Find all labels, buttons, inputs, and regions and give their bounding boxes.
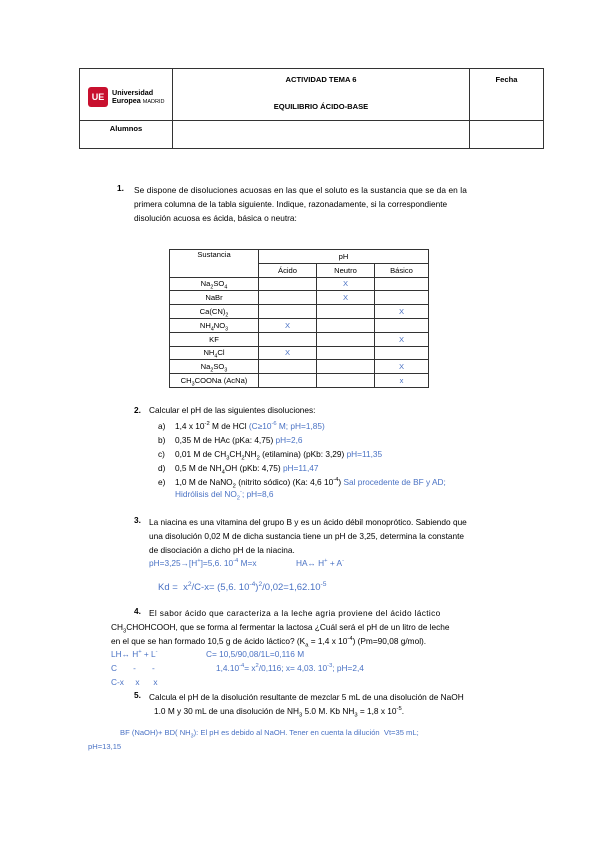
q5-answer-1: BF (NaOH)+ BD( $NH_3$): El pH es debido al NaOH. Tener en cuenta la dilución Vt=35 mL; (120, 728, 419, 740)
acid-cell (259, 374, 317, 388)
neutral-cell (317, 360, 375, 374)
substance-cell: NaBr (170, 291, 259, 305)
substance-cell: KF (170, 332, 259, 346)
basic-cell: X (375, 332, 429, 346)
students-label: Alumnos (109, 123, 143, 133)
item-answer: ($C\ge 10^{-6}$ M; pH=1,85) (248, 421, 325, 431)
item-label: a) (158, 421, 166, 431)
item-text: 0,5 M de $NH_4OH$ (pKb: 4,75) (175, 463, 281, 476)
activity-title: ACTIVIDAD TEMA 6 (285, 75, 357, 84)
q5-text: Calcula el pH de la disolución resultante de mezclar 5 mL de una disolución de NaOH 1.0 M y 30 mL de una disolución de $NH_3$ 5.0 M. Kb $NH_3 = 1,8$ x $10^{-5}$. (149, 692, 464, 719)
item-label: e) (158, 477, 166, 487)
table-row (170, 291, 429, 305)
topic-title: EQUILIBRIO ÁCIDO-BASE (273, 102, 369, 111)
date-cell[interactable] (470, 69, 544, 121)
q4-answer-5: C-x x x (111, 677, 158, 687)
item-answer: Sal procedente de BF y AD; (343, 477, 446, 487)
item-text: 0,01 M de $CH_3CH_2NH_2$ (etilamina) (pKb: 3,29) (175, 449, 345, 462)
basic-cell (375, 346, 429, 360)
substance-cell: $Na_2SO_3$ (170, 360, 259, 374)
list-item (158, 447, 446, 461)
neutral-cell: X (317, 277, 375, 291)
acid-cell (259, 360, 317, 374)
acid-cell (259, 305, 317, 319)
neutral-cell (317, 332, 375, 346)
q3-answer-2: HA↔ H+ + A- (296, 558, 344, 568)
list-item (158, 475, 446, 489)
neutral-cell: X (317, 291, 375, 305)
list-item (158, 419, 446, 433)
item-label: b) (158, 435, 166, 445)
university-logo (88, 87, 172, 107)
q3-answer-1: pH=3,25→[H+]=5,6. $10^{-4}$ M=x (149, 558, 257, 568)
item-text: 1,0 M de NaNO$_2$ (nitrito sódico) (Ka: 4,6 $10^{-4}$) (175, 477, 342, 490)
table-row (170, 305, 429, 319)
col-neutral: Neutro (317, 263, 375, 277)
students-field[interactable] (173, 120, 470, 148)
neutral-cell (317, 318, 375, 332)
logo-line1: Universidad (112, 87, 154, 97)
q2-list (158, 419, 446, 489)
q1-number: 1. (117, 183, 124, 193)
q4-text: El sabor ácido que caracteriza a la leche agria proviene del ácido láctico (149, 608, 441, 618)
students-label-cell (80, 120, 173, 148)
table-row (170, 332, 429, 346)
ph-table-body (170, 277, 429, 387)
logo-mark-icon: UE (88, 87, 108, 107)
item-label: c) (158, 449, 165, 459)
neutral-cell (317, 346, 375, 360)
col-substance: Sustancia (170, 250, 259, 278)
header-table (79, 68, 544, 149)
ph-table (169, 249, 429, 388)
date-label: Fecha (495, 75, 518, 84)
substance-cell: $NH_4Cl$ (170, 346, 259, 360)
basic-cell (375, 277, 429, 291)
q5-number: 5. (134, 690, 141, 700)
title-cell (173, 69, 470, 121)
item-text: 1,4 x $10^{-2}$ M de HCl (175, 421, 247, 431)
item-answer: pH=11,35 (346, 449, 383, 459)
table-row (170, 277, 429, 291)
q3-text: La niacina es una vitamina del grupo B y es un ácido débil monoprótico. Sabiendo que una disolución 0,02 M de dicha sustancia tiene un pH de 3,25, determina la constante de disociación a dicho pH de la niacina. (149, 517, 467, 555)
q4-text-cont: $CH_3CHOHCOOH$, que se forma al fermentar la lactosa ¿Cuál será el pH de un litro de leche en el que se han formado 10,5 g de ácido láctico? ($K_a = 1,4$ x $10^{-4}$) (Pm=90,08 g/mol). (111, 622, 450, 649)
table-row (170, 374, 429, 388)
q3-answer-3: $Kd = x^2/C-x= (5,6$. $10^{-4})^2/0,02=1,62.10^{-5}$ (158, 580, 327, 593)
list-item (158, 433, 446, 447)
date-field[interactable] (470, 120, 544, 148)
list-item (158, 461, 446, 475)
basic-cell: X (375, 360, 429, 374)
basic-cell (375, 291, 429, 305)
table-row (170, 346, 429, 360)
acid-cell: X (259, 346, 317, 360)
basic-cell: X (375, 305, 429, 319)
substance-cell: $NH_4NO_3$ (170, 318, 259, 332)
q4-answer-1: LH↔ H+ + L- (111, 649, 158, 659)
item-text: 0,35 M de HAc (pKa: 4,75) (175, 435, 274, 445)
q4-number: 4. (134, 606, 141, 616)
substance-cell: $Na_2SO_4$ (170, 277, 259, 291)
basic-cell: x (375, 374, 429, 388)
table-row (170, 360, 429, 374)
neutral-cell (317, 305, 375, 319)
substance-cell: $CH_3COONa$ (AcNa) (170, 374, 259, 388)
acid-cell: X (259, 318, 317, 332)
logo-line3: MADRID (142, 98, 165, 105)
q5-answer-2: pH=13,15 (88, 742, 122, 751)
q2-title: Calcular el pH de las siguientes disoluciones: (149, 405, 316, 415)
table-row (170, 318, 429, 332)
acid-cell (259, 332, 317, 346)
logo-cell (80, 69, 173, 121)
col-acid: Ácido (259, 263, 317, 277)
item-label: d) (158, 463, 166, 473)
q4-answer-4: $1,4.10^{-4}= x^2/0,116$; x= 4,03. $10^{-3}$; pH=2,4 (216, 663, 364, 673)
neutral-cell (317, 374, 375, 388)
col-ph: pH (259, 250, 429, 264)
basic-cell (375, 318, 429, 332)
q4-answer-3: C - - (111, 663, 155, 673)
q2-e-answer-line2: Hidrólisis del $NO_2^-$; pH=8,6 (175, 489, 274, 502)
item-answer: pH=11,47 (282, 463, 319, 473)
q2-number: 2. (134, 405, 141, 415)
substance-cell: $Ca(CN)_2$ (170, 305, 259, 319)
q3-number: 3. (134, 515, 141, 525)
acid-cell (259, 291, 317, 305)
q4-answer-2: C= 10,5/90,08/1L=0,116 M (206, 649, 305, 659)
logo-line2: Europea (112, 95, 141, 105)
q1-text: Se dispone de disoluciones acuosas en las que el soluto es la sustancia que se da en la primera columna de la tabla siguiente. Indique, razonadamente, si la correspondiente disolución acuosa es ácida, básica o neutra: (134, 185, 467, 223)
acid-cell (259, 277, 317, 291)
item-answer: pH=2,6 (275, 435, 303, 445)
col-basic: Básico (375, 263, 429, 277)
